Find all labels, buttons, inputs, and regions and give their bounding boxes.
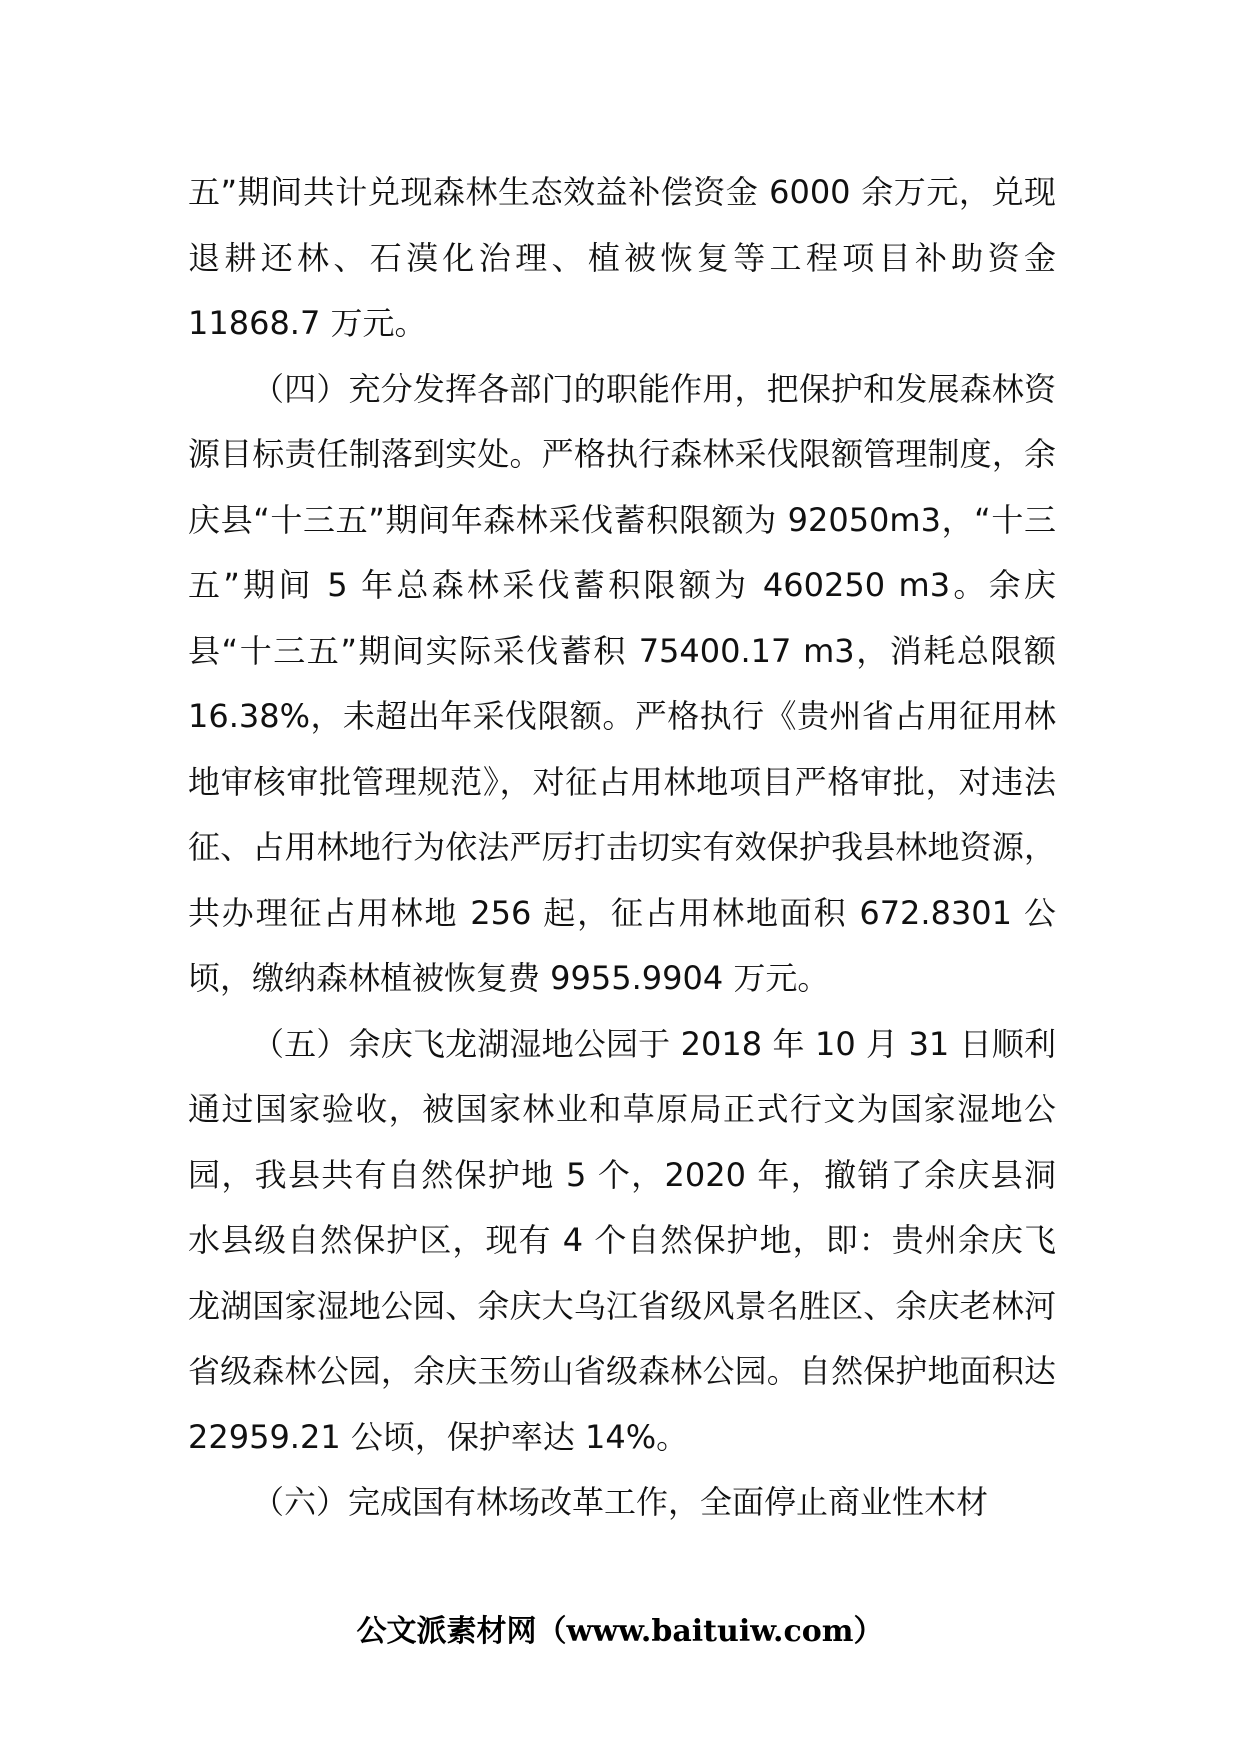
paragraph-continuation: 五”期间共计兑现森林生态效益补偿资金 6000 余万元，兑现退耕还林、石漠化治理、植被恢复等工程项目补助资金 11868.7 万元。 <box>188 173 1056 342</box>
paragraph-section-6: （六）完成国有林场改革工作，全面停止商业性木材 <box>252 1483 989 1521</box>
paragraph-section-5: （五）余庆飞龙湖湿地公园于 2018 年 10 月 31 日顺利通过国家验收，被国家林业和草原局正式行文为国家湿地公园，我县共有自然保护地 5 个，2020 年，撤销了余庆县洞水县级自然保护区，现有 4 个自然保护地，即：贵州余庆飞龙湖国家湿地公园、余庆大乌江省级风景名胜区、余庆老林河省级森林公园，余庆玉笏山省级森林公园。自然保护地面积达 22959.21 公顷，保护率达 14%。 <box>188 1024 1056 1456</box>
footer-watermark: 公文派素材网（www.baituiw.com） <box>356 1614 884 1649</box>
document-body <box>188 160 1056 1536</box>
paragraph-section-4: （四）充分发挥各部门的职能作用，把保护和发展森林资源目标责任制落到实处。严格执行森林采伐限额管理制度，余庆县“十三五”期间年森林采伐蓄积限额为 92050m3，“十三五”期间 5 年总森林采伐蓄积限额为 460250 m3。余庆县“十三五”期间实际采伐蓄积 75400.17 m3，消耗总限额 16.38%，未超出年采伐限额。严格执行《贵州省占用征用林地审核审批管理规范》，对征占用林地项目严格审批，对违法征、占用林地行为依法严厉打击切实有效保护我县林地资源，共办理征占用林地 256 起，征占用林地面积 672.8301 公顷，缴纳森林植被恢复费 9955.9904 万元。 <box>188 369 1056 997</box>
